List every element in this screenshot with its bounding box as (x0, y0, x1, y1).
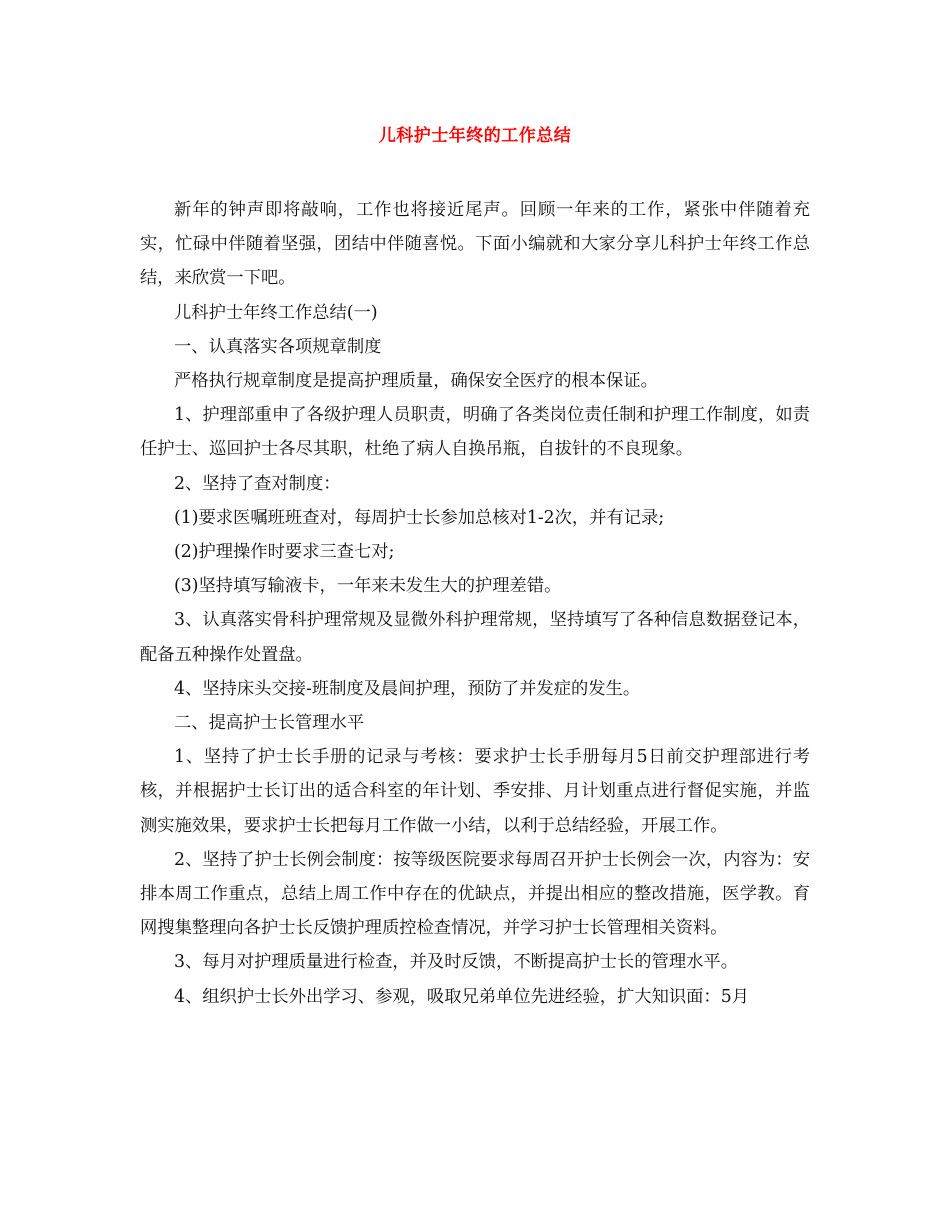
paragraph: 1、护理部重申了各级护理人员职责，明确了各类岗位责任制和护理工作制度，如责任护士、巡回护士各尽其职，杜绝了病人自换吊瓶，自拔针的不良现象。 (140, 405, 810, 460)
paragraph: 1、坚持了护士长手册的记录与考核：要求护士长手册每月5日前交护理部进行考核，并根据护士长订出的适合科室的年计划、季安排、月计划重点进行督促实施，并监测实施效果，要求护士长把每月工作做一小结，以利于总结经验，开展工作。 (140, 747, 810, 836)
paragraph: 2、坚持了护士长例会制度：按等级医院要求每周召开护士长例会一次，内容为：安排本周工作重点，总结上周工作中存在的优缺点，并提出相应的整改措施，医学教。育网搜集整理向各护士长反馈护理质控检查情况，并学习护士长管理相关资料。 (140, 849, 810, 939)
paragraph-summary-heading: 儿科护士年终工作总结(一) (174, 302, 378, 323)
paragraph: 4、组织护士长外出学习、参观，吸取兄弟单位先进经验，扩大知识面：5月 (174, 986, 749, 1007)
section-heading-2: 二、提高护士长管理水平 (174, 713, 365, 734)
list-item: (3)坚持填写输液卡，一年来未发生大的护理差错。 (174, 576, 562, 597)
list-item: (2)护理操作时要求三查七对; (174, 542, 395, 563)
paragraph: 3、每月对护理质量进行检查，并及时反馈，不断提高护士长的管理水平。 (174, 952, 738, 973)
list-item: (1)要求医嘱班班查对，每周护士长参加总核对1-2次，并有记录; (174, 507, 665, 528)
paragraph: 严格执行规章制度是提高护理质量，确保安全医疗的根本保证。 (174, 371, 658, 392)
paragraph: 3、认真落实骨科护理常规及显微外科护理常规，坚持填写了各种信息数据登记本，配备五种操作处置盘。 (140, 610, 810, 665)
document-title: 儿科护士年终的工作总结 (378, 126, 572, 146)
document-body (140, 193, 810, 1014)
paragraph: 2、坚持了查对制度： (174, 473, 341, 494)
section-heading-1: 一、认真落实各项规章制度 (174, 336, 382, 357)
paragraph-intro: 新年的钟声即将敲响，工作也将接近尾声。回顾一年来的工作，紧张中伴随着充实，忙碌中伴随着坚强，团结中伴随喜悦。下面小编就和大家分享儿科护士年终工作总结，来欣赏一下吧。 (140, 200, 810, 289)
paragraph: 4、坚持床头交接-班制度及晨间护理，预防了并发症的发生。 (174, 678, 641, 699)
